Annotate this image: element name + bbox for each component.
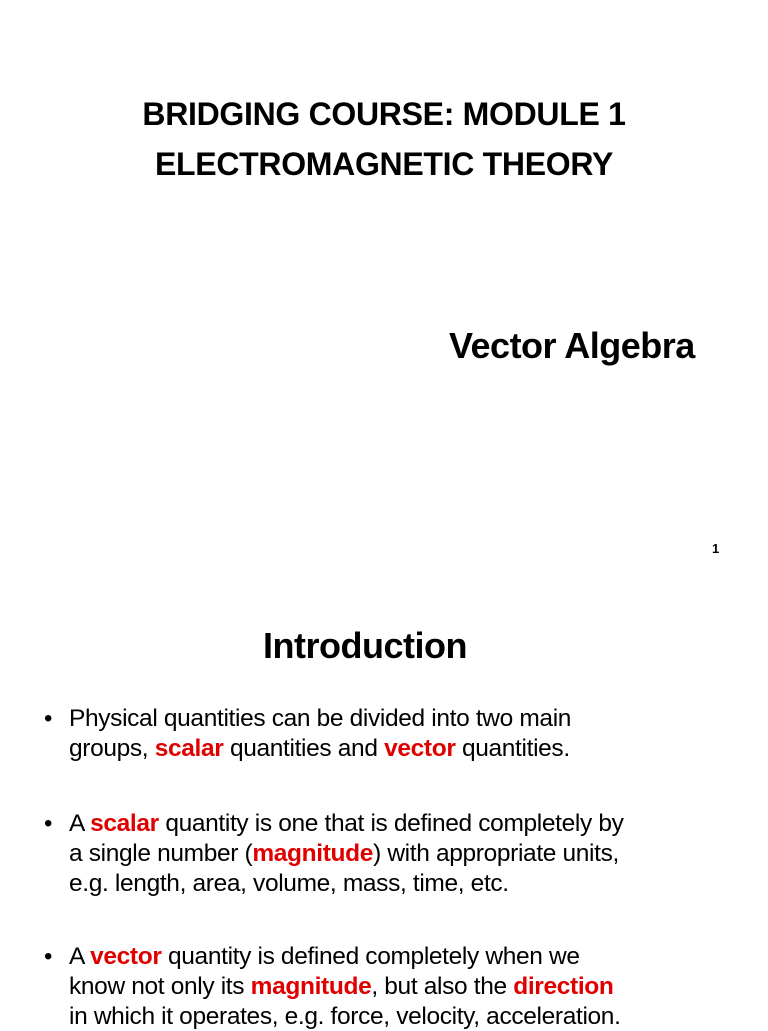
- bullet-line: [69, 810, 624, 838]
- highlight-term: scalar: [90, 810, 159, 837]
- slide-title-line-2: ELECTROMAGNETIC THEORY: [155, 146, 613, 182]
- bullet-line: [69, 705, 571, 733]
- text: quantity is defined completely when we: [161, 943, 580, 970]
- bullet-icon: •: [44, 810, 53, 837]
- highlight-term: vector: [384, 735, 456, 762]
- highlight-term: magnitude: [252, 840, 374, 867]
- text: A: [69, 810, 91, 837]
- slide-title: Introduction: [263, 625, 467, 666]
- highlight-term: vector: [90, 943, 162, 970]
- text: in which it operates, e.g. force, velocity, acceleration.: [69, 1003, 621, 1030]
- text: e.g. length, area, volume, mass, time, etc.: [69, 870, 509, 897]
- bullet-icon: •: [44, 943, 53, 970]
- text: groups,: [69, 735, 155, 762]
- bullet-line: [69, 943, 580, 971]
- bullet-line: [69, 840, 619, 868]
- page-number: 1: [712, 541, 720, 556]
- text: Physical quantities can be divided into two main: [69, 705, 572, 732]
- text: ) with appropriate units,: [373, 840, 619, 867]
- highlight-term: magnitude: [250, 973, 372, 1000]
- text: A: [69, 943, 91, 970]
- slide-subtitle: Vector Algebra: [449, 325, 695, 366]
- text: quantities.: [455, 735, 570, 762]
- text: quantities and: [223, 735, 385, 762]
- text: quantity is one that is defined completely by: [158, 810, 624, 837]
- text: , but also the: [371, 973, 514, 1000]
- bullet-icon: •: [44, 705, 53, 732]
- text: know not only its: [69, 973, 251, 1000]
- highlight-term: scalar: [154, 735, 224, 762]
- bullet-line: [69, 973, 614, 1001]
- slide-title-line-1: BRIDGING COURSE: MODULE 1: [142, 96, 626, 132]
- bullet-line: [69, 870, 509, 898]
- text: a single number (: [69, 840, 253, 867]
- bullet-line: [69, 1003, 621, 1031]
- bullet-line: [69, 735, 570, 763]
- highlight-term: direction: [513, 973, 614, 1000]
